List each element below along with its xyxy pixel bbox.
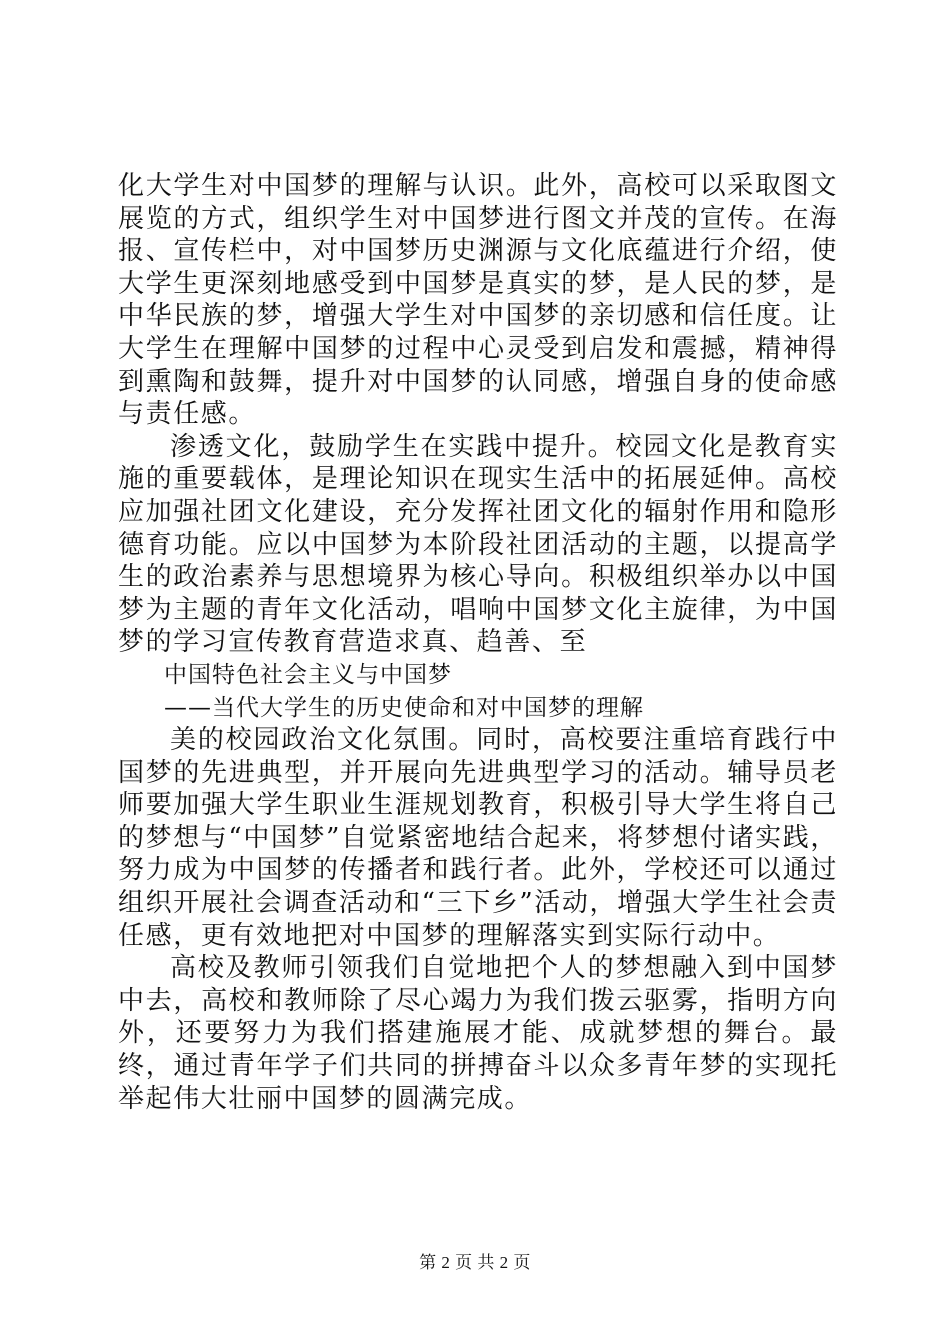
- document-title: 中国特色社会主义与中国梦: [164, 661, 452, 688]
- paragraph-4: 高校及教师引领我们自觉地把个人的梦想融入到中国梦中去，高校和教师除了尽心竭力为我们拨云驱雾，指明方向外，还要努力为我们搭建施展才能、成就梦想的舞台。最终，通过青年学子们共同的拼搏奋斗以众多青年梦的实现托举起伟大壮丽中国梦的圆满完成。: [118, 953, 838, 1114]
- paragraph-1: 化大学生对中国梦的理解与认识。此外，高校可以采取图文展览的方式，组织学生对中国梦进行图文并茂的宣传。在海报、宣传栏中，对中国梦历史渊源与文化底蕴进行介绍，使大学生更深刻地感受到中国梦是真实的梦，是人民的梦，是中华民族的梦，增强大学生对中国梦的亲切感和信任度。让大学生在理解中国梦的过程中心灵受到启发和震撼，精神得到熏陶和鼓舞，提升对中国梦的认同感，增强自身的使命感与责任感。: [118, 171, 838, 430]
- document-body: [118, 170, 838, 1115]
- paragraph-3: 美的校园政治文化氛围。同时，高校要注重培育践行中国梦的先进典型，并开展向先进典型学习的活动。辅导员老师要加强大学生职业生涯规划教育，积极引导大学生将自己的梦想与“中国梦”自觉紧密地结合起来，将梦想付诸实践，努力成为中国梦的传播者和践行者。此外，学校还可以通过组织开展社会调查活动和“三下乡”活动，增强大学生社会责任感，更有效地把对中国梦的理解落实到实际行动中。: [118, 725, 838, 951]
- paragraph-2: 渗透文化，鼓励学生在实践中提升。校园文化是教育实施的重要载体，是理论知识在现实生活中的拓展延伸。高校应加强社团文化建设，充分发挥社团文化的辐射作用和隐形德育功能。应以中国梦为本阶段社团活动的主题，以提高学生的政治素养与思想境界为核心导向。积极组织举办以中国梦为主题的青年文化活动，唱响中国梦文化主旋律，为中国梦的学习宣传教育营造求真、趋善、至: [118, 431, 838, 658]
- document-subtitle: ——当代大学生的历史使命和对中国梦的理解: [164, 694, 644, 721]
- page-number-footer: 第 2 页 共 2 页: [419, 1253, 531, 1272]
